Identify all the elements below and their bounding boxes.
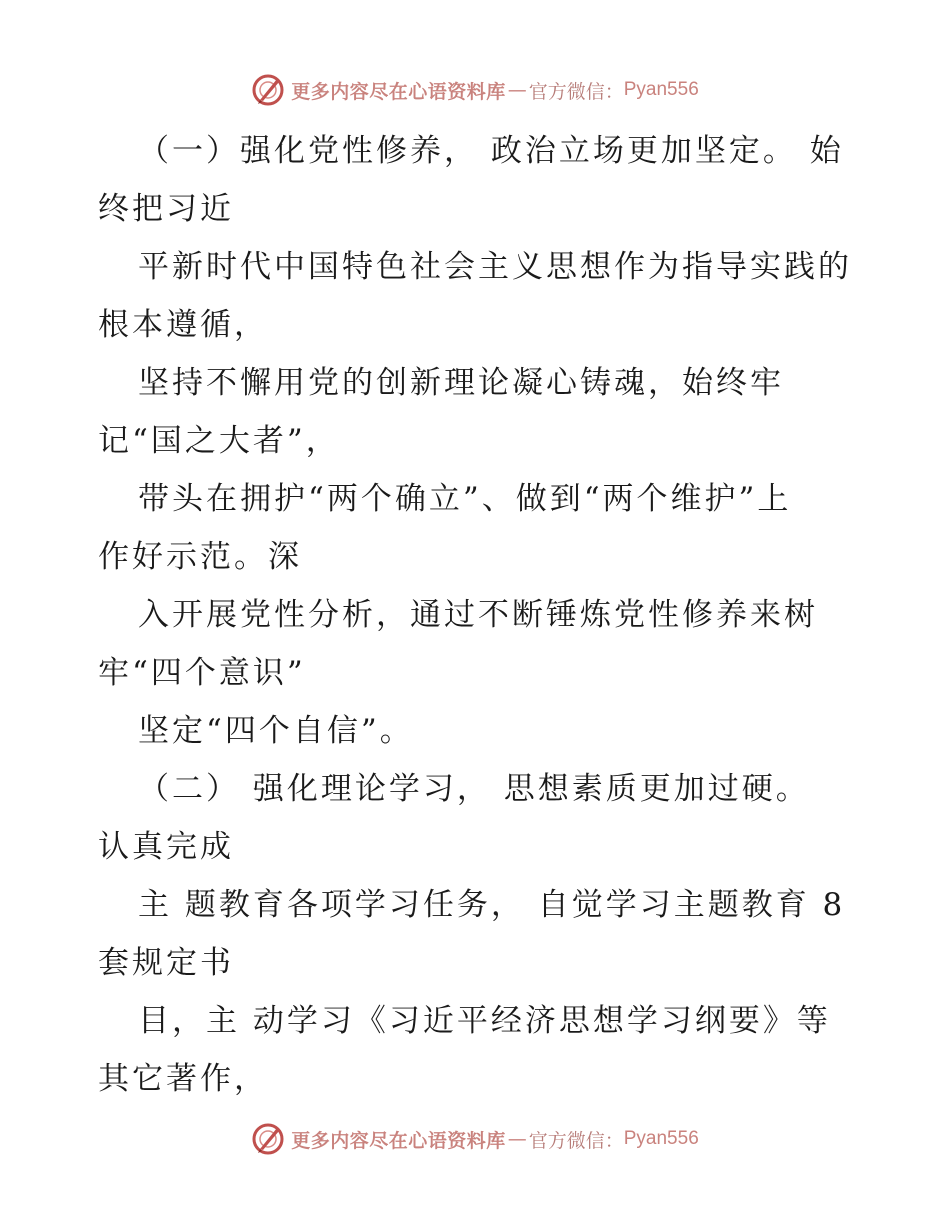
footer-separator: — xyxy=(507,1128,527,1150)
header-wechat-label: 官方微信： xyxy=(528,80,624,103)
body-line: 根本遵循， xyxy=(98,307,268,343)
body-line: 记“国之大者”， xyxy=(98,423,340,459)
quill-logo-icon xyxy=(251,1122,285,1156)
footer-brand-text: 更多内容尽在心语资料库 xyxy=(291,1129,506,1152)
body-line: 平新时代中国特色社会主义思想作为指导实践的 xyxy=(138,249,852,285)
footer-watermark xyxy=(0,1119,950,1159)
body-line: 终把习近 xyxy=(98,191,234,227)
body-line: 带头在拥护“两个确立”、做到“两个维护”上 xyxy=(138,481,792,517)
body-line: 主 题教育各项学习任务， 自觉学习主题教育 8 xyxy=(138,887,846,923)
body-line: 套规定书 xyxy=(98,945,234,981)
body-line: 目，主 动学习《习近平经济思想学习纲要》等 xyxy=(138,1003,831,1039)
body-line: 入开展党性分析，通过不断锤炼党性修养来树 xyxy=(138,597,818,633)
header-wechat-id: Pyan556 xyxy=(623,79,699,100)
footer-wechat-id: Pyan556 xyxy=(623,1128,699,1149)
document-body xyxy=(98,122,868,1108)
body-line: （二） 强化理论学习， 思想素质更加过硬。 xyxy=(138,771,810,807)
footer-wechat-label: 官方微信： xyxy=(528,1129,624,1152)
header-brand-text: 更多内容尽在心语资料库 xyxy=(291,80,506,103)
body-line: 坚持不懈用党的创新理论凝心铸魂，始终牢 xyxy=(138,365,784,401)
quill-logo-icon xyxy=(251,73,285,107)
body-line: 认真完成 xyxy=(98,829,234,865)
body-line: （一）强化党性修养， 政治立场更加坚定。 始 xyxy=(138,133,844,169)
body-line: 坚定“四个自信”。 xyxy=(138,713,414,749)
header-separator: — xyxy=(507,79,527,101)
body-line: 其它著作， xyxy=(98,1061,268,1097)
body-line: 作好示范。深 xyxy=(98,539,302,575)
header-watermark xyxy=(0,70,950,110)
body-line: 牢“四个意识” xyxy=(98,655,306,691)
